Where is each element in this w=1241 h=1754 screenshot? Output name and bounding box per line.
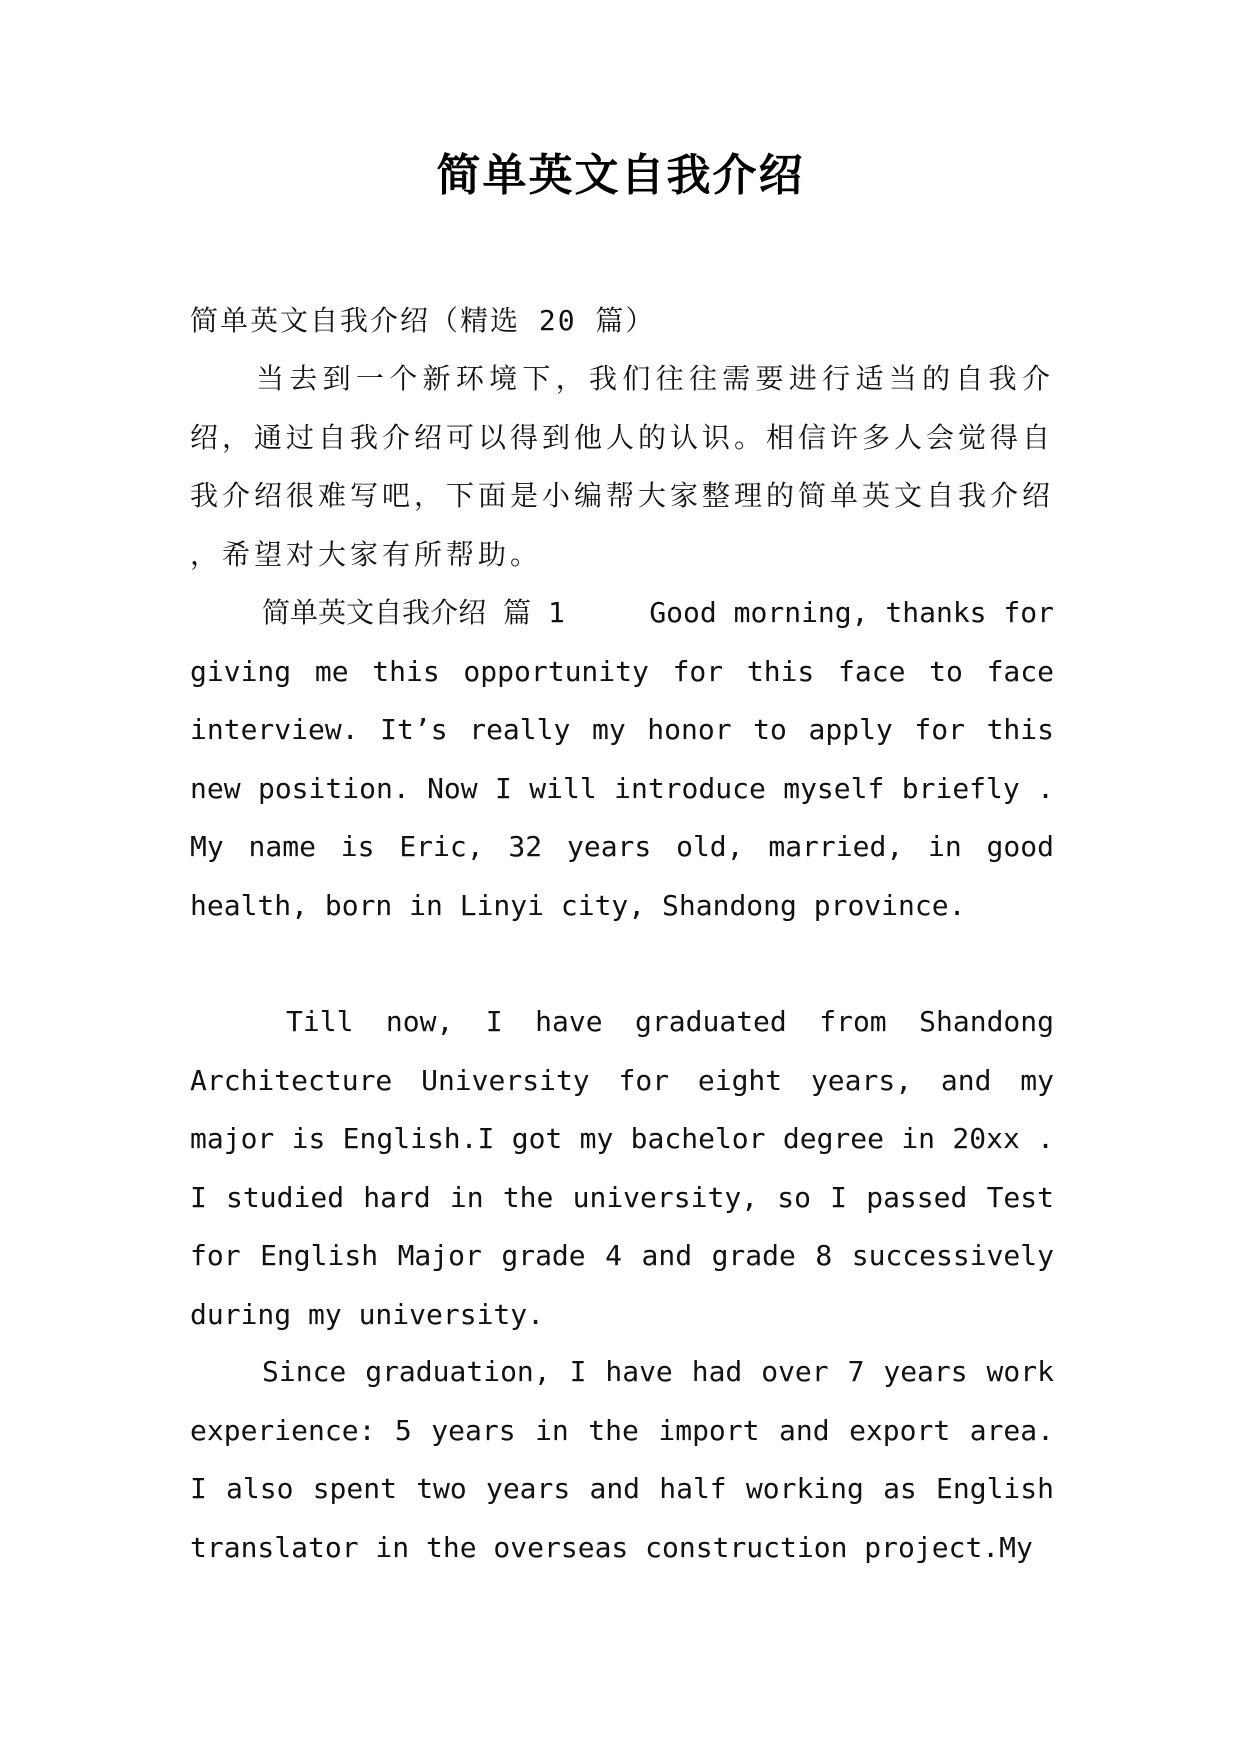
document-subtitle bbox=[190, 292, 1054, 351]
section-1-heading: 简单英文自我介绍 篇 1 bbox=[262, 596, 565, 629]
section-1-paragraph-1-text bbox=[190, 584, 1054, 935]
document-title: 简单英文自我介绍 bbox=[436, 150, 805, 201]
subtitle-text: 简单英文自我介绍（精选 20 篇） bbox=[190, 304, 656, 337]
heading-gap bbox=[565, 596, 649, 629]
section-1-paragraph-1-body: Good morning, thanks for giving me this opportunity for this face to face interview. It’s really my honor to apply for this new position. Now I will introduce myself briefly . My name is Eric, 32 years old, married, in good health, born in Linyi city, Shandong province. bbox=[190, 596, 1054, 922]
intro-text: 当去到一个新环境下，我们往往需要进行适当的自我介绍，通过自我介绍可以得到他人的认识。相信许多人会觉得自我介绍很难写吧，下面是小编帮大家整理的简单英文自我介绍，希望对大家有所帮助。 bbox=[190, 362, 1055, 571]
section-1-paragraph-2-text: Till now, I have graduated from Shandong Architecture University for eight years, and my major is English.I got my bachelor degree in 20xx . I studied hard in the university, so I passed Test for English Major grade 4 and grade 8 successively during my university. bbox=[190, 1005, 1054, 1331]
section-1-paragraph-3-text: Since graduation, I have had over 7 years work experience: 5 years in the import and export area. I also spent two years and half working as English translator in the overseas construction project.My bbox=[190, 1355, 1054, 1564]
intro-paragraph bbox=[190, 350, 1054, 584]
section-1-paragraph-2 bbox=[190, 993, 1054, 1344]
section-1-paragraph-3 bbox=[190, 1343, 1054, 1577]
section-1-paragraph-1 bbox=[190, 584, 1054, 935]
